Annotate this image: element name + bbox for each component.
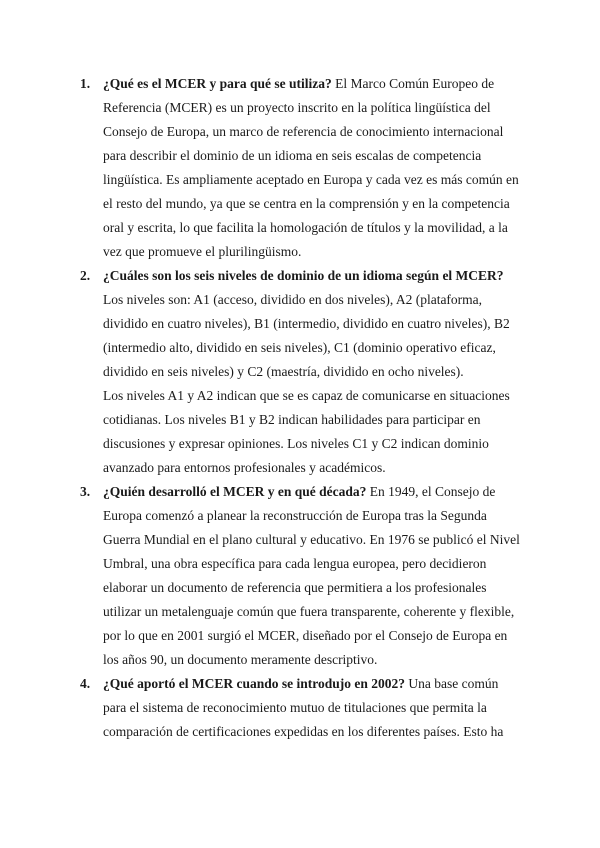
list-item bbox=[0, 672, 521, 744]
item-answer: Una base común para el sistema de reconocimiento mutuo de titulaciones que permita la comparación de certificaciones expedidas en los diferentes países. Esto ha bbox=[103, 676, 504, 739]
list-item bbox=[0, 264, 521, 480]
question-list bbox=[0, 72, 600, 744]
item-answer: Los niveles son: A1 (acceso, dividido en dos niveles), A2 (plataforma, dividido en cuatro niveles), B1 (intermedio, dividido en cuatro niveles), B2 (intermedio alto, dividido en seis niveles), C1 (dominio operativo eficaz, dividido en seis niveles) y C2 (maestría, dividido en ocho niveles). bbox=[103, 292, 510, 379]
item-question: ¿Quién desarrolló el MCER y en qué década? bbox=[103, 484, 367, 499]
item-text bbox=[103, 480, 521, 672]
item-text bbox=[103, 72, 521, 264]
list-item bbox=[0, 72, 521, 264]
item-text bbox=[103, 672, 521, 744]
item-question: ¿Cuáles son los seis niveles de dominio de un idioma según el MCER? bbox=[103, 268, 504, 283]
item-answer: En 1949, el Consejo de Europa comenzó a planear la reconstrucción de Europa tras la Segunda Guerra Mundial en el plano cultural y educativo. En 1976 se publicó el Nivel Umbral, una obra específica para cada lengua europea, pero decidieron elaborar un documento de referencia que permitiera a los profesionales utilizar un metalenguaje común que fuera transparente, coherente y flexible, por lo que en 2001 surgió el MCER, diseñado por el Consejo de Europa en los años 90, un documento meramente descriptivo. bbox=[103, 484, 520, 667]
item-answer: El Marco Común Europeo de Referencia (MCER) es un proyecto inscrito en la política lingüística del Consejo de Europa, un marco de referencia de conocimiento internacional para describir el dominio de un idioma en seis escalas de competencia lingüística. Es ampliamente aceptado en Europa y cada vez es más común en el resto del mundo, ya que se centra en la comprensión y en la competencia oral y escrita, lo que facilita la homologación de títulos y la movilidad, a la vez que promueve el plurilingüismo. bbox=[103, 76, 519, 259]
item-number: 2. bbox=[80, 268, 91, 283]
item-number: 4. bbox=[80, 676, 91, 691]
item-question: ¿Qué aportó el MCER cuando se introdujo en 2002? bbox=[103, 676, 406, 691]
item-number: 1. bbox=[80, 76, 91, 91]
item-answer-paragraph: Los niveles A1 y A2 indican que se es capaz de comunicarse en situaciones cotidianas. Los niveles B1 y B2 indican habilidades para participar en discusiones y expresar opiniones. Los niveles C1 y C2 indican dominio avanzado para entornos profesionales y académicos. bbox=[103, 388, 510, 475]
item-number: 3. bbox=[80, 484, 91, 499]
item-question: ¿Qué es el MCER y para qué se utiliza? bbox=[103, 76, 332, 91]
list-item bbox=[0, 480, 521, 672]
item-text bbox=[103, 264, 521, 480]
